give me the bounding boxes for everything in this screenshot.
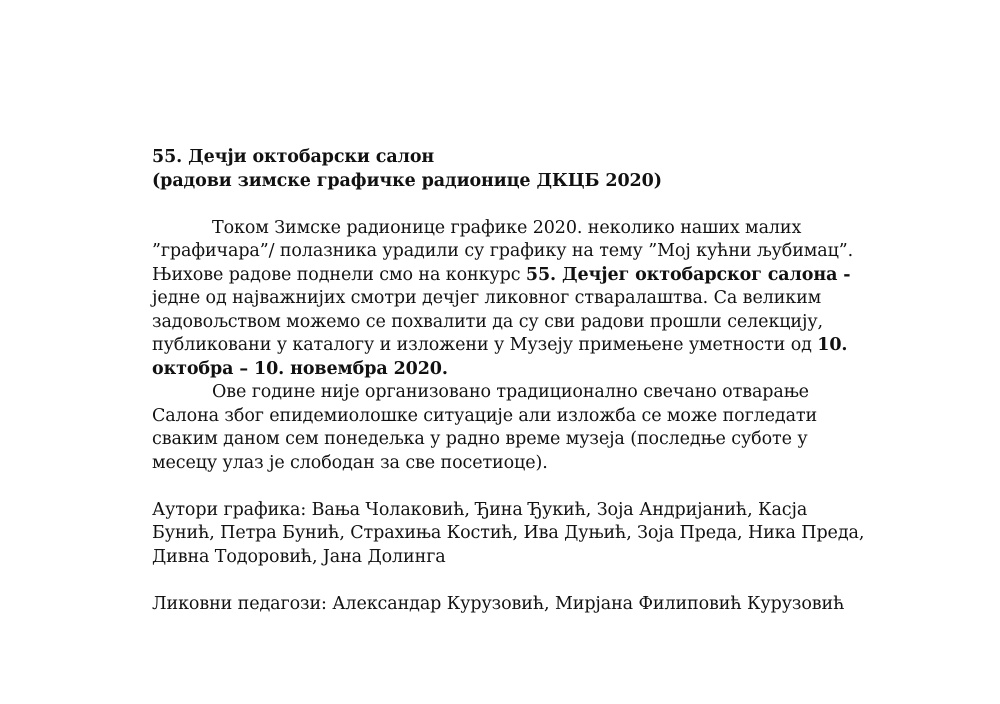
spacer (152, 475, 852, 499)
salon-name-bold: 55. Дечјег октобарског салона - (525, 264, 851, 285)
paragraph-2-line-3: сваким даном сем понедељка у радно време музеја (последње суботе у (152, 429, 808, 449)
paragraph-1-line-5: задовољством можемо се похвалити да су сви радови прошли селекцију, (152, 311, 823, 332)
paragraph-2-line-4: месецу улаз је слободан за све посетиоце). (152, 452, 548, 473)
paragraph-1-line-2: ”графичара”/ полазника урадили су графику на тему ”Мој кућни љубимац”. (152, 241, 854, 261)
paragraph-1 (152, 217, 852, 382)
teachers-text: Ликовни педагози: Александар Курузовић, Мирјана Филиповић Курузовић (152, 593, 845, 614)
paragraph-2-line-2: Салона због епидемиолошке ситуације али изложба се може погледати (152, 405, 818, 426)
authors-list (152, 499, 865, 570)
document-title (152, 146, 852, 193)
document-page (152, 146, 865, 616)
date-range-bold: октобра – 10. новембра 2020. (152, 358, 448, 379)
paragraph-1-line-6-text: публиковани у каталогу и изложени у Музеју примењене уметности од (152, 335, 818, 355)
paragraph-1-line-3 (152, 264, 852, 288)
authors-line-2: Бунић, Петра Бунић, Страхиња Костић, Ива Дуњић, Зоја Преда, Ника Преда, (152, 523, 865, 543)
paragraph-1-line-6 (152, 334, 852, 358)
paragraph-1-line-1: Током Зимске радионице графике 2020. неколико наших малих (212, 217, 802, 238)
authors-line-1: Аутори графика: Вања Чолаковић, Ђина Ђукић, Зоја Андријанић, Касја (152, 499, 808, 520)
paragraph-1-line-4: једне од најважнијих смотри дечјег ликовног стваралаштва. Са великим (152, 288, 822, 308)
paragraph-1-line-3-text: Њихове радове поднели смо на конкурс (152, 264, 526, 285)
title-line-2: (радови зимске графичке радионице ДКЦБ 2020) (152, 170, 662, 191)
date-start-bold: 10. (817, 335, 848, 355)
paragraph-2 (152, 381, 852, 475)
title-line-1: 55. Дечји октобарски салон (152, 147, 435, 167)
paragraph-2-line-1: Ове године није организовано традиционално свечано отварање (212, 382, 809, 402)
spacer (152, 569, 852, 593)
authors-line-3: Дивна Тодоровић, Јана Долинга (152, 546, 446, 567)
teachers-line (152, 593, 852, 617)
